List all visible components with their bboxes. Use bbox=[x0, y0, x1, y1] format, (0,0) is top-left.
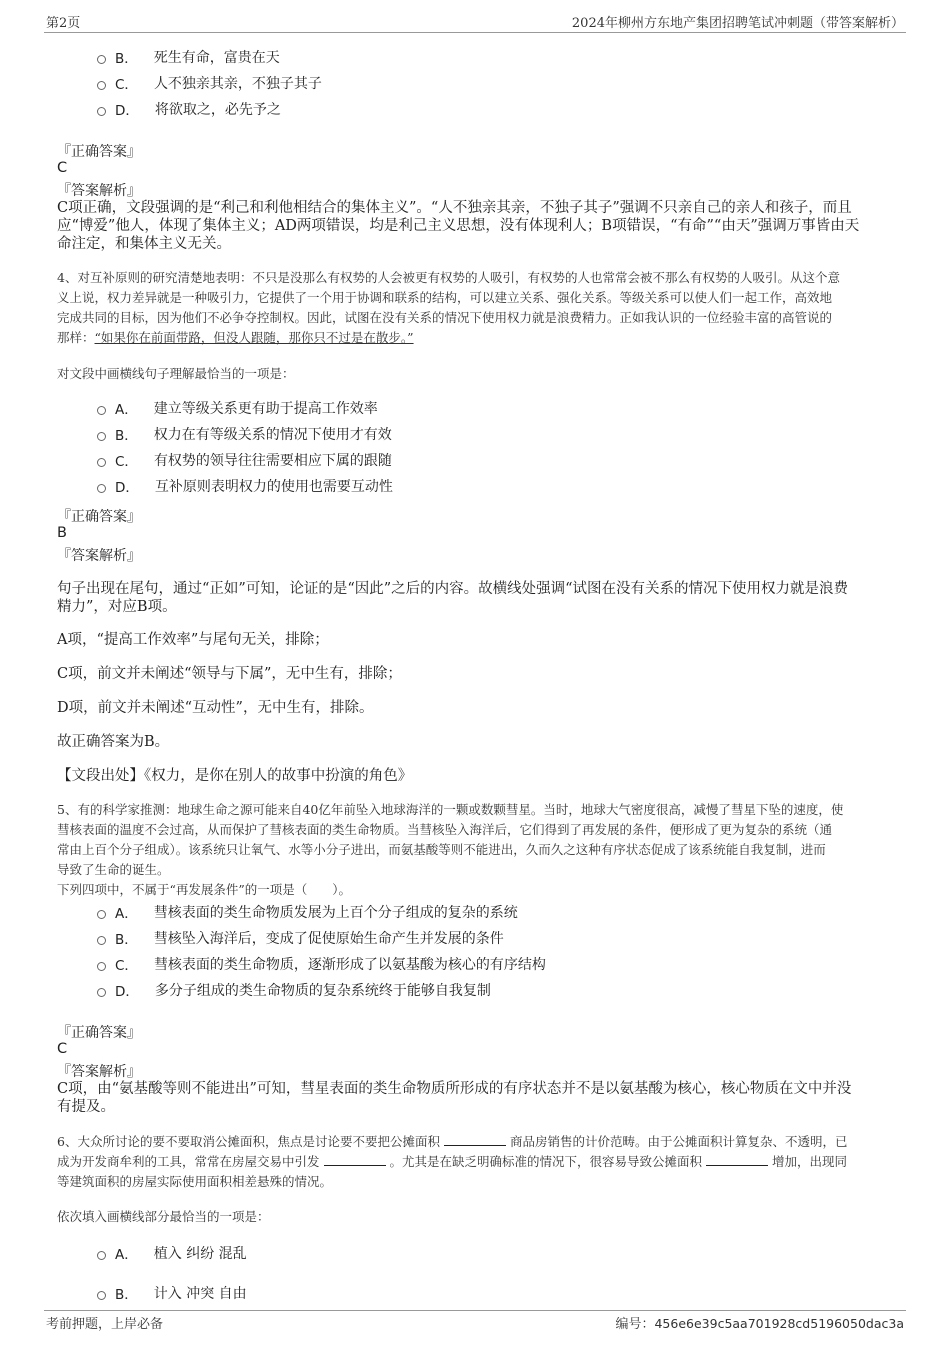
footer-divider bbox=[44, 1310, 906, 1311]
q5-analysis: C项，由“氨基酸等则不能进出”可知，彗星表面的类生命物质所形成的有序状态并不是以氨基酸为核心，核心物质在文中并没 有提及。 bbox=[57, 1081, 852, 1115]
q5-passage: 5、有的科学家推测：地球生命之源可能来自40亿年前坠入地球海洋的一颗或数颗彗星。当时，地球大气密度很高，减慢了彗星下坠的速度，使 彗核表面的温度不会过高，从而保护了彗核表面的类生命物质。当彗核坠入海洋后，它们得到了再发展的条件，便形成了更为复杂的系统（通 常由上百个分子组成）。该系统只让氧气、水等小分子进出，而氨基酸等则不能进出，久而久之这种有序状态促成了该系统能自我复制，进而 导致了生命的诞生。 bbox=[57, 802, 844, 877]
q4-source: 【文段出处】《权力，是你在别人的故事中扮演的角色》 bbox=[57, 768, 413, 784]
q5-option-d[interactable]: D． 多分子组成的类生命物质的复杂系统终于能够自我复制 bbox=[97, 979, 491, 1001]
q5-analysis-heading: 『答案解析』 bbox=[57, 1064, 141, 1080]
footer-slogan: 考前押题，上岸必备 bbox=[46, 1317, 164, 1332]
q3-answer: C bbox=[57, 160, 68, 176]
document-code: 编号：456e6e39c5aa701928cd5196050dac3a bbox=[615, 1316, 904, 1332]
q5-option-a[interactable]: A． 彗核表面的类生命物质发展为上百个分子组成的复杂的系统 bbox=[97, 901, 518, 923]
q3-option-b[interactable]: B． 死生有命，富贵在天 bbox=[97, 46, 280, 68]
radio-icon[interactable] bbox=[97, 962, 106, 971]
q3-option-c[interactable]: C． 人不独亲其亲，不独子其子 bbox=[97, 72, 322, 94]
q4-prompt: 对文段中画横线句子理解最恰当的一项是： bbox=[57, 366, 295, 381]
fill-blank-1 bbox=[444, 1133, 506, 1146]
page-number: 第2页 bbox=[46, 16, 81, 31]
radio-icon[interactable] bbox=[97, 432, 106, 441]
radio-icon[interactable] bbox=[97, 936, 106, 945]
q3-option-d[interactable]: D． 将欲取之，必先予之 bbox=[97, 98, 281, 120]
q4-passage: 4、对互补原则的研究清楚地表明：不只是没那么有权势的人会被更有权势的人吸引，有权势的人也常常会被不那么有权势的人吸引。从这个意 义上说，权力差异就是一种吸引力，它提供了一个用于协调和联系的结构，可以建立关系、强化关系。等级关系可以使人们一起工作，高效地 完成共同的目标，因为他们不必争夺控制权。因此，试图在没有关系的情况下使用权力就是浪费精力。正如我认识的一位经验丰富的高管说的 那样：“如果你在前面带路，但没人跟随，那你只不过是在散步。” bbox=[57, 270, 840, 345]
q4-answer-heading: 『正确答案』 bbox=[57, 509, 141, 525]
radio-icon[interactable] bbox=[97, 458, 106, 467]
q5-prompt: 下列四项中，不属于“再发展条件”的一项是（ ）。 bbox=[57, 882, 352, 897]
q4-option-a[interactable]: A． 建立等级关系更有助于提高工作效率 bbox=[97, 397, 378, 419]
q4-analysis-c: C项，前文并未阐述“领导与下属”，无中生有，排除； bbox=[57, 666, 402, 682]
radio-icon[interactable] bbox=[97, 910, 106, 919]
q4-analysis-a: A项，“提高工作效率”与尾句无关，排除； bbox=[57, 632, 329, 648]
radio-icon[interactable] bbox=[97, 1291, 106, 1300]
q4-answer: B bbox=[57, 525, 67, 541]
q6-option-a[interactable]: A． 植入 纠纷 混乱 bbox=[97, 1242, 247, 1264]
header-divider bbox=[44, 32, 906, 33]
radio-icon[interactable] bbox=[97, 484, 106, 493]
q4-option-b[interactable]: B． 权力在有等级关系的情况下使用才有效 bbox=[97, 423, 392, 445]
radio-icon[interactable] bbox=[97, 988, 106, 997]
radio-icon[interactable] bbox=[97, 55, 106, 64]
q6-option-b[interactable]: B． 计入 冲突 自由 bbox=[97, 1282, 247, 1304]
document-title: 2024年柳州方东地产集团招聘笔试冲刺题（带答案解析） bbox=[571, 16, 904, 31]
radio-icon[interactable] bbox=[97, 406, 106, 415]
q6-prompt: 依次填入画横线部分最恰当的一项是： bbox=[57, 1209, 270, 1224]
q3-answer-heading: 『正确答案』 bbox=[57, 144, 141, 160]
q6-passage: 6、大众所讨论的要不要取消公摊面积，焦点是讨论要不要把公摊面积 商品房销售的计价范畴。由于公摊面积计算复杂、不透明，已 成为开发商牟利的工具，常常在房屋交易中引发 。尤其是在缺乏明确标准的情况下，很容易导致公摊面积 增加，出现同 等建筑面积的房屋实际使用面积相差悬殊的情况。 bbox=[57, 1134, 848, 1189]
radio-icon[interactable] bbox=[97, 81, 106, 90]
q4-option-c[interactable]: C． 有权势的领导往往需要相应下属的跟随 bbox=[97, 449, 392, 471]
underlined-sentence: “如果你在前面带路，但没人跟随，那你只不过是在散步。” bbox=[94, 330, 414, 345]
q4-analysis-heading: 『答案解析』 bbox=[57, 548, 141, 564]
radio-icon[interactable] bbox=[97, 1251, 106, 1260]
q4-analysis-d: D项，前文并未阐述“互动性”，无中生有，排除。 bbox=[57, 700, 374, 716]
q3-analysis-heading: 『答案解析』 bbox=[57, 183, 141, 199]
q5-option-b[interactable]: B． 彗核坠入海洋后，变成了促使原始生命产生并发展的条件 bbox=[97, 927, 504, 949]
q4-analysis-p1: 句子出现在尾句，通过“正如”可知，论证的是“因此”之后的内容。故横线处强调“试图在没有关系的情况下使用权力就是浪费 精力”，对应B项。 bbox=[57, 581, 849, 615]
q5-answer-heading: 『正确答案』 bbox=[57, 1025, 141, 1041]
q4-analysis-conclusion: 故正确答案为B。 bbox=[57, 734, 170, 750]
q5-option-c[interactable]: C． 彗核表面的类生命物质，逐渐形成了以氨基酸为核心的有序结构 bbox=[97, 953, 546, 975]
fill-blank-2 bbox=[324, 1153, 386, 1166]
q3-analysis: C项正确，文段强调的是“利己和利他相结合的集体主义”。“人不独亲其亲，不独子其子”强调不只亲自己的亲人和孩子，而且 应“博爱”他人，体现了集体主义；AD两项错误，均是利己主义思想，没有体现利人；B项错误，“有命”“由天”强调万事皆由天 命注定，和集体主义无关。 bbox=[57, 200, 860, 252]
radio-icon[interactable] bbox=[97, 107, 106, 116]
q4-option-d[interactable]: D． 互补原则表明权力的使用也需要互动性 bbox=[97, 475, 393, 497]
fill-blank-3 bbox=[706, 1153, 768, 1166]
q5-answer: C bbox=[57, 1041, 68, 1057]
